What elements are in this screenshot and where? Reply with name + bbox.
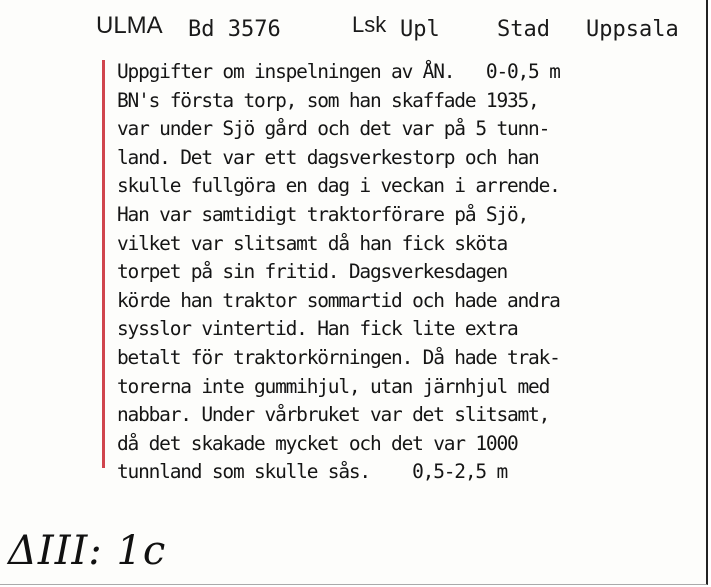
- text-line: vilket var slitsamt då han fick sköta: [117, 231, 507, 255]
- archive-code: ULMA: [96, 12, 163, 39]
- text-line: sysslor vintertid. Han fick lite extra: [117, 317, 518, 341]
- text-line: torpet på sin fritid. Dagsverkesdagen: [117, 260, 507, 284]
- province-value: Upl: [400, 17, 440, 42]
- text-line: Uppgifter om inspelningen av ÅN. 0-0,5 m: [117, 60, 560, 83]
- text-line: betalt för traktorkörningen. Då hade trak-: [117, 345, 560, 369]
- text-line: skulle fullgöra en dag i veckan i arrende.: [117, 174, 560, 198]
- text-line: då det skakade mycket och det var 1000: [117, 431, 518, 455]
- margin-rule: [102, 60, 105, 468]
- card-body-text: [117, 58, 711, 487]
- city-label: Stad: [497, 17, 550, 42]
- text-line: BN's första torp, som han skaffade 1935,: [117, 88, 539, 112]
- handwritten-classification: ΔIII: 1c: [8, 528, 167, 574]
- province-label: Lsk: [352, 12, 387, 37]
- text-line: torerna inte gummihjul, utan järnhjul med: [117, 374, 550, 398]
- text-line: var under Sjö gård och det var på 5 tunn-: [117, 117, 550, 141]
- city-value: Uppsala: [586, 17, 679, 42]
- text-line: körde han traktor sommartid och hade andra: [117, 288, 560, 312]
- record-number: Bd 3576: [188, 17, 281, 42]
- text-line: nabbar. Under vårbruket var det slitsamt,: [117, 403, 550, 427]
- text-line: land. Det var ett dagsverkestorp och han: [117, 145, 539, 169]
- text-line: Han var samtidigt traktorförare på Sjö,: [117, 202, 529, 226]
- text-line: tunnland som skulle sås. 0,5-2,5 m: [117, 460, 507, 484]
